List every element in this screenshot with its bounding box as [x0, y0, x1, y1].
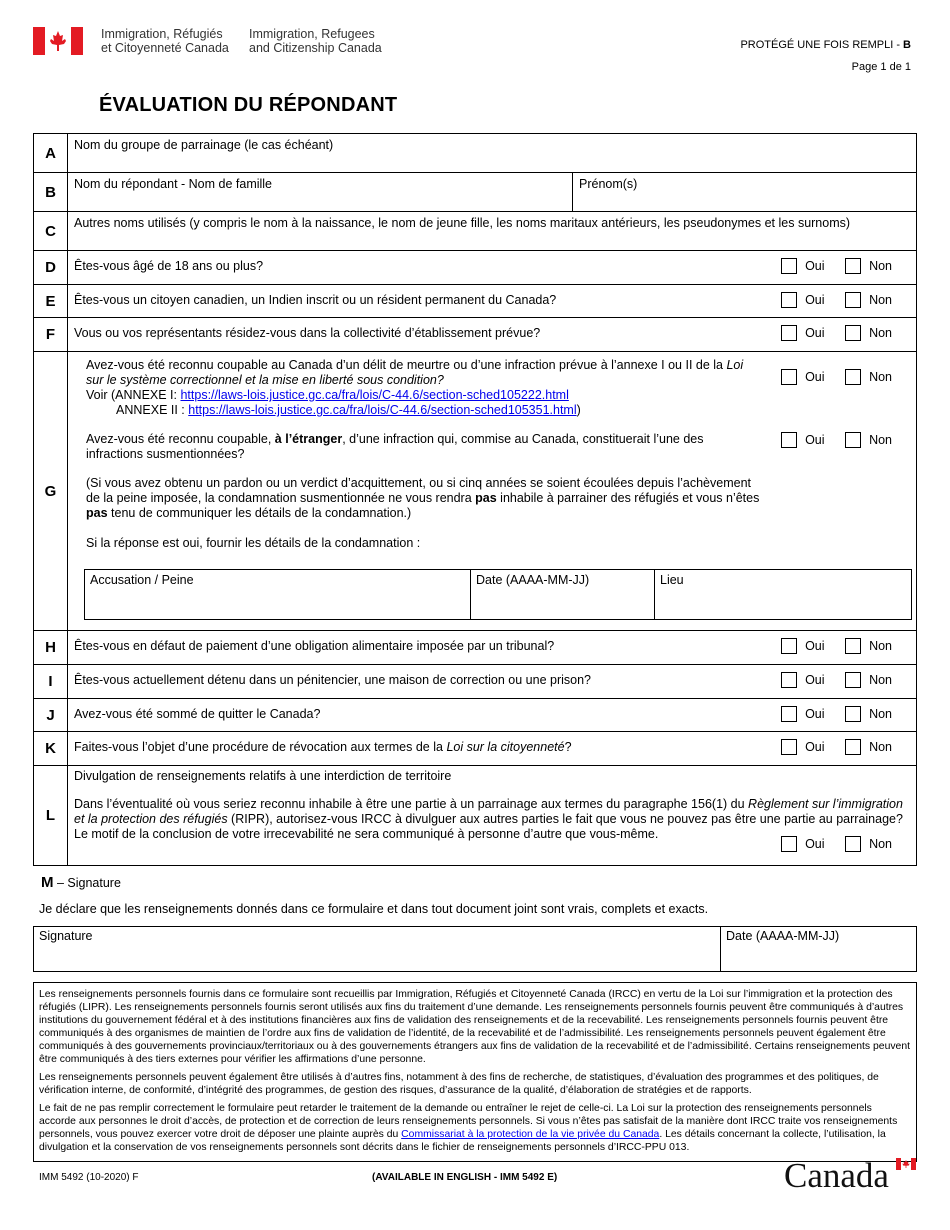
dept-fr-line2: et Citoyenneté Canada [101, 41, 229, 55]
disclosure-text-c: Le motif de la conclusion de votre irrecevabilité ne sera communiqué à personne d’autre que vous-même. [74, 827, 659, 841]
sponsor-group-name-field[interactable] [68, 134, 916, 172]
yes-no-group [781, 672, 892, 688]
checkbox-no[interactable] [845, 706, 861, 722]
signature-table [33, 926, 917, 972]
disclosure-text-b: (RIPR), autorisez-vous IRCC à divulguer aux autres parties le fait que vous ne pouvez pas être une partie au parrainage? [227, 812, 903, 826]
q1-law-name: sur le système correctionnel et la mise en liberté sous condition? [86, 373, 444, 387]
privacy-text-b: . Les détails concernant la collecte, l’utilisation, la divulgation et la conservation de vos renseignements personnels sont décrits dans le fichier de renseignements personnels d’IRCC-PPU 013. [39, 1129, 886, 1153]
row-h [34, 631, 916, 665]
checkbox-yes[interactable] [781, 292, 797, 308]
wordmark-text: Canada [784, 1156, 889, 1195]
row-l [34, 766, 916, 865]
page-number: Page 1 de 1 [851, 61, 911, 73]
regulation-name-a: Règlement sur l’immigration [748, 797, 903, 811]
field-label: Date (AAAA-MM-JJ) [476, 573, 590, 587]
checkbox-no[interactable] [845, 369, 861, 385]
row-letter: B [34, 173, 68, 211]
note-line-1: (Si vous avez obtenu un pardon ou un verdict d’acquittement, ou si cinq années se soient écoulées depuis l’achèvement [86, 476, 752, 490]
q2-bold: à l’étranger [274, 432, 343, 446]
checkbox-no[interactable] [845, 638, 861, 654]
checkbox-yes[interactable] [781, 672, 797, 688]
row-k [34, 732, 916, 766]
dept-fr-line1: Immigration, Réfugiés [101, 27, 223, 41]
question-text: Êtes-vous âgé de 18 ans ou plus? [74, 259, 264, 273]
question-text-a: Faites-vous l’objet d’une procédure de révocation aux termes de la [74, 740, 447, 754]
disclosure-text-a: Dans l’éventualité où vous seriez reconnu inhabile à être une partie à un parrainage aux termes du paragraphe 156(1) du [74, 797, 749, 811]
checkbox-no[interactable] [845, 258, 861, 274]
section-title: – Signature [53, 876, 121, 890]
yes-label: Oui [805, 707, 825, 721]
checkbox-no[interactable] [845, 432, 861, 448]
no-label: Non [869, 707, 892, 721]
row-letter: E [34, 285, 68, 317]
privacy-text-a: Le fait de ne pas remplir correctement le formulaire peut retarder le traitement de la demande ou entraîner le rejet de celle-ci. La Loi sur la protection des renseignements personnels accorde aux personnes le droit d’accès, de protection et de correction de leurs renseignements personnels. Si vous n’êtes pas satisfait de la manière dont IRCC traite vos renseignements personnels, vous pouvez exercer votre droit de déposer une plainte auprès du [39, 1103, 898, 1140]
row-b [34, 173, 916, 212]
q1-law: Loi [726, 358, 744, 372]
wordmark-flag-icon [896, 1158, 916, 1170]
yes-label: Oui [805, 837, 825, 851]
field-label: Accusation / Peine [90, 573, 194, 587]
checkbox-yes[interactable] [781, 638, 797, 654]
page-title: ÉVALUATION DU RÉPONDANT [99, 94, 398, 116]
signature-section-label [41, 874, 121, 891]
protected-prefix: PROTÉGÉ UNE FOIS REMPLI - [740, 39, 904, 51]
row-k-content [68, 732, 916, 765]
row-letter: J [34, 699, 68, 731]
privacy-paragraph-1: Les renseignements personnels fournis dans ce formulaire sont recueillis par Immigration, Réfugiés et Citoyenneté Canada (IRCC) en vertu de la Loi sur l’immigration et la protection des réfugiés (LIPR). Les renseignements personnels fournis seront utilisés aux fins du traitement d’une demande. Les renseignements personnels fournis peuvent être communiqués à d’autres institutions du gouvernement fédéral et à des institutions financières aux fins de validation des renseignements et de la recevabilité. Les renseignements personnels fournis peuvent être communiqués à des organismes de maintien de l’ordre aux fins de validation de l’identité, de la recevabilité et de l’admissibilité. Les renseignements personnels peuvent également être communiqués à des gouvernements provinciaux/territoriaux ou à des gouvernements étrangers aux fins de validation de la recevabilité et de l’admissibilité. Certains renseignements peuvent être communiqués à des tiers externes pour vérifier les affirmations d’une personne. [39, 989, 910, 1065]
disclosure-heading: Divulgation de renseignements relatifs à une interdiction de territoire [74, 769, 452, 783]
pardon-note [86, 476, 786, 521]
canada-wordmark [784, 1158, 918, 1194]
question-text: Êtes-vous actuellement détenu dans un pénitencier, une maison de correction ou une prison? [74, 673, 591, 687]
row-letter: K [34, 732, 68, 765]
privacy-paragraph-3 [39, 1102, 911, 1154]
department-name-fr [101, 27, 229, 55]
dept-en-line1: Immigration, Refugees [249, 27, 375, 41]
row-c [34, 212, 916, 251]
no-label: Non [869, 433, 892, 447]
field-label: Prénom(s) [579, 177, 638, 191]
row-d [34, 251, 916, 285]
other-names-field[interactable] [68, 212, 916, 250]
yes-no-group [781, 638, 892, 654]
checkbox-yes[interactable] [781, 836, 797, 852]
question-text: Avez-vous été sommé de quitter le Canada? [74, 707, 321, 721]
row-letter: D [34, 251, 68, 284]
row-g-content [68, 352, 916, 630]
row-letter: F [34, 318, 68, 351]
form-number: IMM 5492 (10-2020) F [39, 1172, 139, 1183]
question-text-b: ? [564, 740, 572, 754]
checkbox-no[interactable] [845, 836, 861, 852]
yes-label: Oui [805, 433, 825, 447]
protected-label [740, 39, 911, 51]
row-letter: G [34, 352, 68, 630]
row-f [34, 318, 916, 352]
canada-flag-icon [33, 27, 83, 55]
row-e [34, 285, 916, 318]
no-label: Non [869, 639, 892, 653]
yes-label: Oui [805, 259, 825, 273]
respondent-form [33, 133, 917, 866]
family-name-field[interactable] [68, 173, 573, 211]
row-j-content [68, 699, 916, 731]
yes-no-group [781, 739, 892, 755]
protected-level: B [903, 39, 911, 51]
row-letter: H [34, 631, 68, 664]
english-availability: (AVAILABLE IN ENGLISH - IMM 5492 E) [372, 1172, 558, 1183]
close-paren: ) [576, 403, 581, 417]
checkbox-no[interactable] [845, 739, 861, 755]
yes-label: Oui [805, 326, 825, 340]
note-line-2a: de la peine imposée, la condamnation susmentionnée ne vous rendra [86, 491, 476, 505]
checkbox-yes[interactable] [781, 739, 797, 755]
yes-no-group [781, 292, 892, 308]
charge-field[interactable] [85, 570, 471, 619]
checkbox-yes[interactable] [781, 706, 797, 722]
q1-text: Avez-vous été reconnu coupable au Canada d’un délit de meurtre ou d’une infraction prévue à l’annexe I ou II de la [86, 358, 727, 372]
yes-label: Oui [805, 673, 825, 687]
no-label: Non [869, 370, 892, 384]
question-text [74, 740, 572, 754]
yes-label: Oui [805, 293, 825, 307]
conviction-date-field[interactable] [471, 570, 655, 619]
voir-prefix: Voir (ANNEXE I: [86, 388, 181, 402]
field-label: Signature [39, 929, 93, 943]
field-label: Autres noms utilisés (y compris le nom à la naissance, le nom de jeune fille, les noms maritaux antérieurs, les pseudonymes et les surnoms) [74, 216, 851, 230]
section-letter: M [41, 874, 54, 891]
department-name-en [249, 27, 382, 55]
question-text: Êtes-vous un citoyen canadien, un Indien inscrit ou un résident permanent du Canada? [74, 293, 557, 307]
row-letter: I [34, 665, 68, 698]
privacy-commissioner-link[interactable]: Commissariat à la protection de la vie privée du Canada [401, 1129, 660, 1140]
field-label: Lieu [660, 573, 684, 587]
foreign-conviction-question [86, 432, 766, 462]
note-line-3: tenu de communiquer les détails de la condamnation.) [107, 506, 412, 520]
declaration-text: Je déclare que les renseignements donnés dans ce formulaire et dans tout document joint sont vrais, complets et exacts. [39, 902, 709, 916]
checkbox-yes[interactable] [781, 369, 797, 385]
conviction-question [86, 358, 766, 418]
signature-field[interactable] [34, 927, 721, 971]
checkbox-no[interactable] [845, 672, 861, 688]
yes-label: Oui [805, 639, 825, 653]
no-label: Non [869, 259, 892, 273]
field-label: Nom du groupe de parrainage (le cas échéant) [74, 138, 334, 152]
details-prompt: Si la réponse est oui, fournir les détails de la condamnation : [86, 536, 421, 550]
q2-text-a: Avez-vous été reconnu coupable, [86, 432, 275, 446]
given-names-field[interactable] [573, 173, 916, 211]
yes-no-group [781, 706, 892, 722]
yes-no-group [781, 369, 892, 385]
law-name: Loi sur la citoyenneté [446, 740, 565, 754]
row-d-content [68, 251, 916, 284]
row-h-content [68, 631, 916, 664]
no-label: Non [869, 293, 892, 307]
row-j [34, 699, 916, 732]
dept-en-line2: and Citizenship Canada [249, 41, 382, 55]
note-line-2b: inhabile à parrainer des réfugiés et vous n’êtes [496, 491, 760, 505]
row-e-content [68, 285, 916, 317]
checkbox-no[interactable] [845, 325, 861, 341]
conviction-details-table [84, 569, 912, 620]
privacy-paragraph-2: Les renseignements personnels peuvent également être utilisés à d’autres fins, notamment à des fins de recherche, de statistiques, d’évaluation des programmes et des politiques, de vérification interne, de conformité, d’intégrité des programmes, de gestion des risques, d’assurance de la qualité, d’élaboration de stratégies et de rapports. [39, 1072, 879, 1096]
annexe-1-link[interactable]: https://laws-lois.justice.gc.ca/fra/lois/C-44.6/section-sched105222.html [180, 388, 569, 402]
field-label: Nom du répondant - Nom de famille [74, 177, 273, 191]
yes-no-group [781, 258, 892, 274]
no-label: Non [869, 326, 892, 340]
question-text: Êtes-vous en défaut de paiement d’une obligation alimentaire imposée par un tribunal? [74, 639, 555, 653]
row-l-content [68, 766, 916, 865]
row-letter: A [34, 134, 68, 172]
checkbox-yes[interactable] [781, 258, 797, 274]
row-g [34, 352, 916, 631]
checkbox-yes[interactable] [781, 325, 797, 341]
no-label: Non [869, 740, 892, 754]
row-i [34, 665, 916, 699]
row-f-content [68, 318, 916, 351]
annexe-2-prefix: ANNEXE II : [116, 403, 189, 417]
question-text: Vous ou vos représentants résidez-vous dans la collectivité d’établissement prévue? [74, 326, 541, 340]
annexe-2-link[interactable]: https://laws-lois.justice.gc.ca/fra/lois/C-44.6/section-sched105351.html [188, 403, 577, 417]
yes-label: Oui [805, 370, 825, 384]
row-letter: C [34, 212, 68, 250]
note-bold: pas [475, 491, 497, 505]
row-a [34, 134, 916, 173]
place-field[interactable] [655, 570, 911, 619]
no-label: Non [869, 837, 892, 851]
yes-no-group [781, 325, 892, 341]
yes-no-group [781, 836, 892, 852]
q2-text-b: , d’une infraction qui, commise au Canada, constituerait l’une des [342, 432, 704, 446]
row-b-content [68, 173, 916, 211]
signature-date-field[interactable] [721, 927, 916, 971]
yes-label: Oui [805, 740, 825, 754]
row-i-content [68, 665, 916, 698]
privacy-notice [33, 982, 917, 1162]
checkbox-yes[interactable] [781, 432, 797, 448]
field-label: Date (AAAA-MM-JJ) [726, 929, 840, 943]
yes-no-group [781, 432, 892, 448]
checkbox-no[interactable] [845, 292, 861, 308]
note-bold: pas [86, 506, 108, 520]
row-letter: L [34, 766, 68, 865]
q2-text-c: infractions susmentionnées? [86, 447, 245, 461]
no-label: Non [869, 673, 892, 687]
regulation-name-b: et la protection des réfugiés [74, 812, 228, 826]
